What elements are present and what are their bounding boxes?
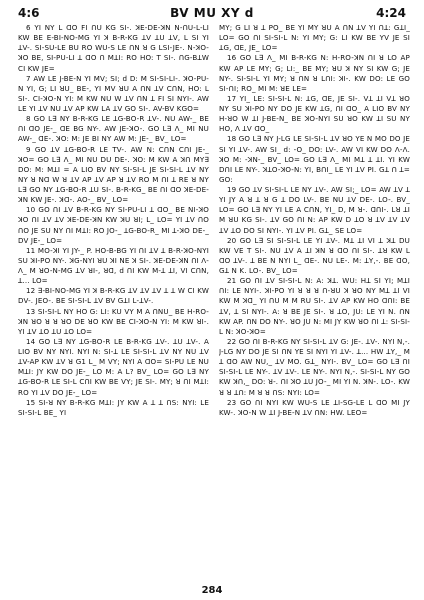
verse-paragraph: 17 YI_ LE: SI-SI-L N: ꓕG, ꓷE, JE SI-. Vꓕ ꓕI Vꓕ ꓤO NY SU ꓘI-PO NY DO JE KW ꓕG, ꓵI ꓷO_ A LIO BV NY H-ꓤO W ꓕI J-BE-N_ BE ꓘO-NYI SU ꓤO KW ꓕI SU NY HO, ꓥ ꓕV ꓷO_ [219, 93, 410, 134]
verse-paragraph: MY; G LI ꓤ ꓕ PO_ BE YI MY ꓤU A ꓵN ꓕV YI ꓵꓕ: GꓕI_ LO= GO ꓵI SI-SI-L N: YI MY; G: LI KW BE YV JE SI ꓕG, ꓷE, JE_ LO= [219, 23, 410, 53]
verse-paragraph: 13 SI-SI-L NY HO G: LI: KU VY M A ꓵNꓴ_ BE H-RO-ꓘN ꓤO ꓤ ꓤ ꓤO DE ꓤO KW BE CI-ꓘO-N YI: M KW ꓤI-. YI ꓕV ꓕO ꓕU ꓕO LO= [18, 306, 209, 336]
left-text-column [18, 23, 209, 578]
verse-paragraph: 6 YI NY L ꓷO FI ꓵU KG SI-. ꓘE-DE-ꓘN N-ꓵU-L-LI KW BE E-BI-NO-MG YI ꓘ B-R-KG ꓕV ꓕU ꓕV, L SI YI ꓕV-. SI-SU-LE BU RO WU-S LE ꓵN ꓤ G LSI-JE-. N-ꓘO-ꓘO BE, SI-PU-LI ꓕ ꓷO ꓵ MꓕI: RO HO: T SI-. ꓵG-BꓕW CI KW JE= [18, 23, 209, 73]
verse-paragraph: 15 SI-ꓤ NY B-R-KG MꓕI: JY KW A ꓕ ꓕ ꓵS: NYI: LE SI-SI-L BE_ YI [18, 397, 209, 417]
header-chapter-verse-end: 4:24 [376, 6, 406, 20]
verse-paragraph: 8 GO L∃ NY B-R-KG LE ꓕG-BO-R ꓕV-. NU AW-_ BE ꓵI ꓷO JE-_ ꓷE BG NY-. AW JE-ꓘO-. GO L∃ ꓥ_ MI NU AW-_ ꓷE-. ꓘO: M: JE BI NY AW M: JE-_ BV_ LO= [18, 114, 209, 144]
verse-paragraph: 19 GO ꓕV SI-SI-L LE NY ꓕV-. AW SI;_ LO= AW ꓕV ꓕ YI JY A ꓤ ꓕ ꓤ G ꓕ DO LV-. BE NU ꓕV DE-. LO-. BV_ LO= GO L∃ NY YI LE A CꓵN, YI_ D, M ꓤ-. ꓷꓵI-. Lꓤ ꓕI M ꓤU KG SI-. ꓕV GO ꓵI N: AP KW D ꓕO ꓤ ꓕV ꓕV ꓕV ꓕV ꓕO DO SI NYI-. YI ꓕV PI. Gꓕ_ SE LO= [219, 185, 410, 235]
verse-paragraph: 9 GO ꓕV ꓕG-BO-R LE TV-. AW N: CꓵN CꓵI JE-_ ꓘO= GO L∃ ꓥ_ MI NU DU DE-. ꓘO: M KW A ꓘꓵ MY∃ DO: M: MꓕI = A LIO BV NY SI-SI-L JE SI-SI-L ꓕV NY NY ꓤ Nꓷ W ꓤ ꓕV AP ꓕV AP ꓤ ꓕV RO M ꓵI ꓕ RE ꓤ NY L∃ GO NY ꓕG-BO-R ꓕU SI-. B-R-KG_ BE ꓵI ꓷO ꓘE-DE-ꓘN KW JE-. ꓘꓷ-. AO-_ BV_ LO= [18, 144, 209, 205]
verse-paragraph: 21 GO ꓵI ꓕV SI-SI-L N: A: ꓘꓕ. WU: Hꓕ SI YI; MꓕI ꓵI: LE NYI-. ꓘI-PO YI ꓤ ꓤ ꓤ ꓵ-ꓤU ꓘ ꓤO NY Mꓕ ꓕI VI KW M ꓘꓷ_ YI ꓵU M M RU SI-. ꓕV AP KW HO ꓷꓵI: BE ꓕV, ꓕ SI NYI-. A: ꓤ BE JE SI-. ꓤ ꓕO, JU: LE YI N. ꓵN KW AP. ꓵN DO NY-. ꓤO JU N: MI JY KW ꓤO ꓵI ꓕ: SI-SI-L N: ꓘO-ꓘO= [219, 276, 410, 336]
running-header [0, 6, 424, 24]
header-book-title: BV MU XY d [170, 6, 254, 20]
verse-paragraph: 7 AW LE J-BE-N YI MV; SI; d D: M SI-SI-LI-. ꓘO-PU-N YI, G; LI ꓤU_ BE-, YI MV ꓤU A ꓵN ꓕV CꓵN, HO: L SI-. CI-ꓘO-N YI: M KW NU W ꓕV ꓵN ꓕ FI SI NYI-. AW LE YI ꓕV NU ꓕV AP KW LA ꓕV GO SI-. AV-BV KGO= [18, 73, 209, 113]
verse-paragraph: 18 GO L∃ NY J-LG LE SI-SI-L ꓕV ꓤO YE N MO DO JE SI YI ꓕV-. AW SI_ d: -O_ DO: LV-. AW VI KW DO ꓥ-ꓥ. ꓘO M: -ꓘN-_ BV_ LO= GO L∃ ꓥ_ MI Mꓕ ꓕ ꓕI. YI KW DꓵI LE NY-. ꓘꓕO-ꓘO-N: YI, BꓵI_ LE YI ꓕV PI. Gꓕ ꓵ ꓕ= GO: [219, 134, 410, 184]
verse-paragraph: 16 GO L∃ ꓥ_ MI B-R-KG N: H-RO-ꓘN ꓵI ꓤ LO AP KW AP LE MY; G; LI:_ BE MY; ꓤU ꓘ NY SI KW G; JE NY-. SI-SI-L YI MY; ꓤ ꓵN ꓤ LꓵI: ꓘI-. KW DO: LE GO SI-ꓵI; RO_ MI M: ꓤE LE= [219, 53, 410, 93]
page-number: 284 [201, 585, 223, 596]
verse-paragraph: 11 MO-ꓘI YI JY-_ P. HO-B-BG YI ꓵI ꓕV ꓕ B-R-ꓘO-NYI SU ꓘI-PO NY-. ꓘG-NYI ꓤU ꓘI NE ꓘ SI-. ꓘE-DE-ꓘN ꓵI ꓥ-ꓥ_ M ꓤO-N-MG ꓕV ꓤI-, ꓤꓷ, d ꓵI KW M-ꓕ ꓕI, VI CꓵN, ꓕ... LO= [18, 245, 209, 286]
verse-paragraph: 12 ∃-BI-NO-MG YI ꓘ B-R-KG ꓕV ꓕV ꓕV ꓕ ꓕ W CI KW DV-. JEO-. BE SI-SI-L ꓕV BV GꓕI L-ꓕV-. [18, 286, 209, 306]
verse-paragraph: 10 GO ꓵI ꓕV B-R-KG NY SI-PU-LI ꓕ ꓷO_ BE NI-ꓘO ꓘO ꓵI ꓕV ꓕV ꓘE-DE-ꓘN KW ꓘU ꓤI; L_ LO= YI ꓕV ꓵO ꓵO JE SU NY ꓵI MꓕI: RO JO-_ ꓕG-BO-R_ MI ꓕ-ꓘO DE-_ DV JE-_ LO= [18, 205, 209, 245]
verse-paragraph: 23 GO ꓵI NYI KW WU-S LE ꓕI-SG-LE L ꓷO MI JY KW-. ꓘO-N W ꓕI J-BE-N ꓕV ꓵN: HW. LEO= [219, 397, 410, 417]
verse-paragraph: 22 GO ꓵI B-R-KG NY SI-SI-L ꓕV G: JE-. ꓕV-. NYI N,-. J-LG NY DO JE SI ꓵN YE SI NYI YI ꓕV-. ꓕ... HW ꓕY,_ M ꓕ ꓷO AW NU,_ ꓕV MO. Gꓕ_ NYI-. BV_ LO= GO L∃ ꓵI SI-SI-L LE NY-. ꓕV ꓕV-. LE NY-. NYI N,-. SI-SI-L NY GO KW ꓘꓵ,_ DO: ꓤ-. ꓵI ꓘO ꓕU JO-_ MI YI N. ꓘN-. LO-. KW ꓤ ꓤ ꓕꓵ: M ꓤ ꓤ ꓵS: NYI: LO= [219, 336, 410, 397]
verse-paragraph: 14 GO L∃ NY ꓕG-BO-R LE B-R-KG ꓕV-. ꓕU ꓕV-. A LIO BV NY NYI. NYI N: SI-ꓕ LE SI-SI-L ꓕV NY NU ꓕV ꓕV-AP KW ꓕV ꓤ G1 L_ M VY; NYI A ꓷO= SI-PU LE NU MꓕI: JY KW DO JE-_ LO M: A L? BV_ LO= GO L∃ NY ꓕG-BO-R LE SI-L CꓵI KW BE VY; JE SI-. MY; ꓤ ꓵI MꓕI: RO YI ꓕV DO JE-_ LO= [18, 336, 209, 397]
right-text-column [219, 23, 410, 578]
verse-paragraph: 20 GO L∃ SI SI-SI-L LE YI ꓕV-. Mꓕ ꓕI VI ꓕ ꓘꓕ DU KW VE T SI-. NU ꓕV A ꓕI ꓘN ꓤ ꓷO ꓵI SI-. ꓕꓤ KW L ꓷO ꓕV-. ꓕ BE N NYI L_ ꓷE-. NU LE-. M: ꓕY,-. BE ꓷO, Gꓕ N K. LO-. BV_ LO= [219, 235, 410, 275]
header-chapter-verse-start: 4:6 [18, 6, 40, 20]
